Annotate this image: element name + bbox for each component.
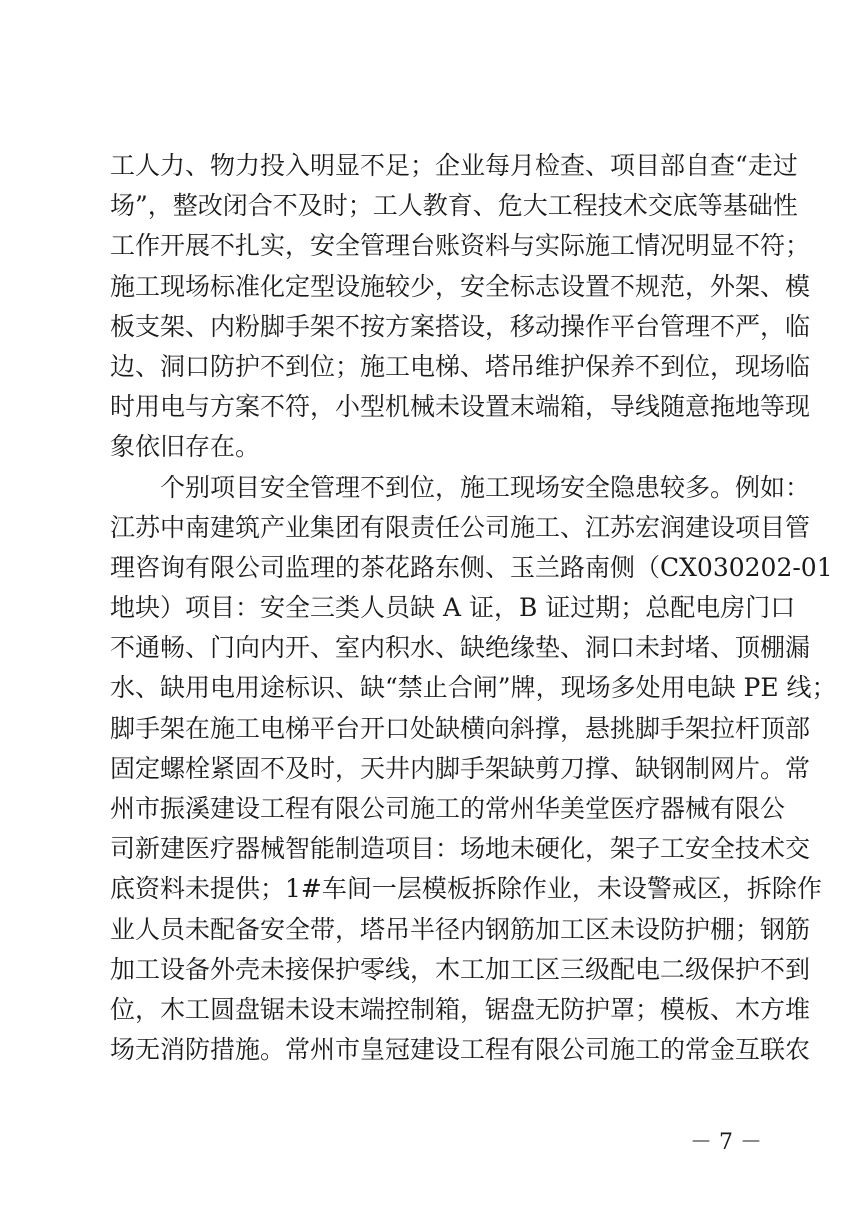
text-line: 江苏中南建筑产业集团有限责任公司施工、江苏宏润建设项目管 xyxy=(110,512,811,542)
text-line: 施工现场标准化定型设施较少，安全标志设置不规范，外架、模 xyxy=(110,271,811,301)
text-line: 个别项目安全管理不到位，施工现场安全隐患较多。例如： xyxy=(160,472,811,502)
text-line: 固定螺栓紧固不及时，天井内脚手架缺剪刀撑、缺钢制网片。常 xyxy=(110,753,811,783)
text-line: 理咨询有限公司监理的茶花路东侧、玉兰路南侧（CX030202-01 xyxy=(110,552,833,582)
text-line: 边、洞口防护不到位；施工电梯、塔吊维护保养不到位，现场临 xyxy=(110,351,811,381)
text-line: 水、缺用电用途标识、缺“禁止合闸”牌，现场多处用电缺 PE 线； xyxy=(110,673,837,703)
text-line: 场”，整改闭合不及时；工人教育、危大工程技术交底等基础性 xyxy=(110,191,798,221)
text-line: 不通畅、门向内开、室内积水、缺绝缘垫、洞口未封堵、顶棚漏 xyxy=(110,633,811,663)
text-line: 加工设备外壳未接保护零线，木工加工区三级配电二级保护不到 xyxy=(110,954,811,984)
text-line: 板支架、内粉脚手架不按方案搭设，移动操作平台管理不严，临 xyxy=(110,311,811,341)
text-line: 底资料未提供；1#车间一层模板拆除作业，未设警戒区，拆除作 xyxy=(110,874,822,904)
page-number: － 7 － xyxy=(690,1130,762,1155)
paragraph xyxy=(110,146,811,468)
text-line: 脚手架在施工电梯平台开口处缺横向斜撑，悬挑脚手架拉杆顶部 xyxy=(110,713,811,743)
text-line: 司新建医疗器械智能制造项目：场地未硬化，架子工安全技术交 xyxy=(110,834,811,864)
text-line: 场无消防措施。常州市皇冠建设工程有限公司施工的常金互联农 xyxy=(110,1035,811,1065)
body-text xyxy=(110,146,837,1070)
text-line: 时用电与方案不符，小型机械未设置末端箱，导线随意拖地等现 xyxy=(110,392,811,422)
text-line: 业人员未配备安全带，塔吊半径内钢筋加工区未设防护棚；钢筋 xyxy=(110,914,811,944)
text-line: 工人力、物力投入明显不足；企业每月检查、项目部自查“走过 xyxy=(110,151,798,180)
text-line: 地块）项目：安全三类人员缺 A 证，B 证过期；总配电房门口 xyxy=(110,593,796,623)
paragraph xyxy=(110,468,837,1071)
text-line: 象依旧存在。 xyxy=(110,432,261,462)
text-line: 工作开展不扎实，安全管理台账资料与实际施工情况明显不符； xyxy=(110,231,811,261)
text-line: 州市振溪建设工程有限公司施工的常州华美堂医疗器械有限公 xyxy=(110,794,786,823)
text-line: 位，木工圆盘锯未设末端控制箱，锯盘无防护罩；模板、木方堆 xyxy=(110,994,811,1024)
